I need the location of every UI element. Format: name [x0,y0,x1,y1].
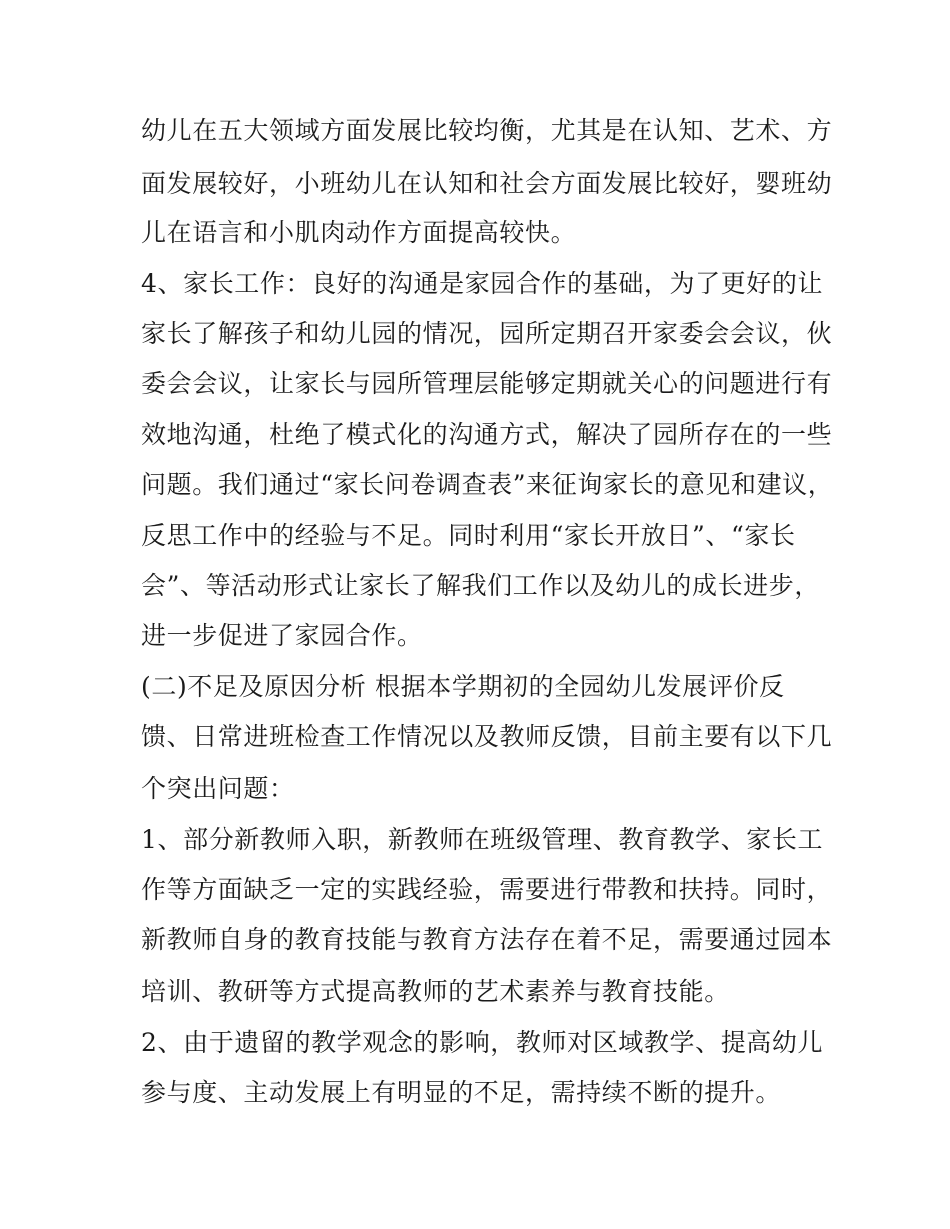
text-line: 4、家长工作：良好的沟通是家园合作的基础，为了更好的让 [141,269,824,298]
text-line: 培训、教研等方式提高教师的艺术素养与教育技能。 [141,977,730,1006]
text-line: 效地沟通，杜绝了模式化的沟通方式，解决了园所存在的一些 [141,420,833,449]
text-line: 反思工作中的经验与不足。同时利用“家长开放日”、“家长 [141,521,796,550]
text-line: 2、由于遗留的教学观念的影响，教师对区域教学、提高幼儿 [141,1028,824,1057]
text-line: 作等方面缺乏一定的实践经验，需要进行带教和扶持。同时， [141,875,833,904]
text-line: 儿在语言和小肌肉动作方面提高较快。 [141,218,577,247]
text-line: 新教师自身的教育技能与教育方法存在着不足，需要通过园本 [141,925,833,954]
text-line: 1、部分新教师入职，新教师在班级管理、教育教学、家长工 [141,825,824,854]
text-line: 问题。我们通过“家长问卷调查表”来征询家长的意见和建议， [141,470,834,499]
text-line: 会”、等活动形式让家长了解我们工作以及幼儿的成长进步， [141,571,820,600]
text-line: 参与度、主动发展上有明显的不足，需持续不断的提升。 [141,1078,782,1107]
text-line: 进一步促进了家园合作。 [141,621,423,650]
text-line: 个突出问题： [141,774,295,803]
text-line: (二)不足及原因分析 根据本学期初的全园幼儿发展评价反 [141,672,785,701]
text-line: 家长了解孩子和幼儿园的情况，园所定期召开家委会会议，伙 [141,319,833,348]
text-line: 幼儿在五大领域方面发展比较均衡，尤其是在认知、艺术、方 [141,116,833,145]
text-line: 委会会议，让家长与园所管理层能够定期就关心的问题进行有 [141,369,833,398]
text-line: 面发展较好，小班幼儿在认知和社会方面发展比较好，婴班幼 [141,169,833,198]
text-line: 馈、日常进班检查工作情况以及教师反馈，目前主要有以下几 [141,722,833,751]
